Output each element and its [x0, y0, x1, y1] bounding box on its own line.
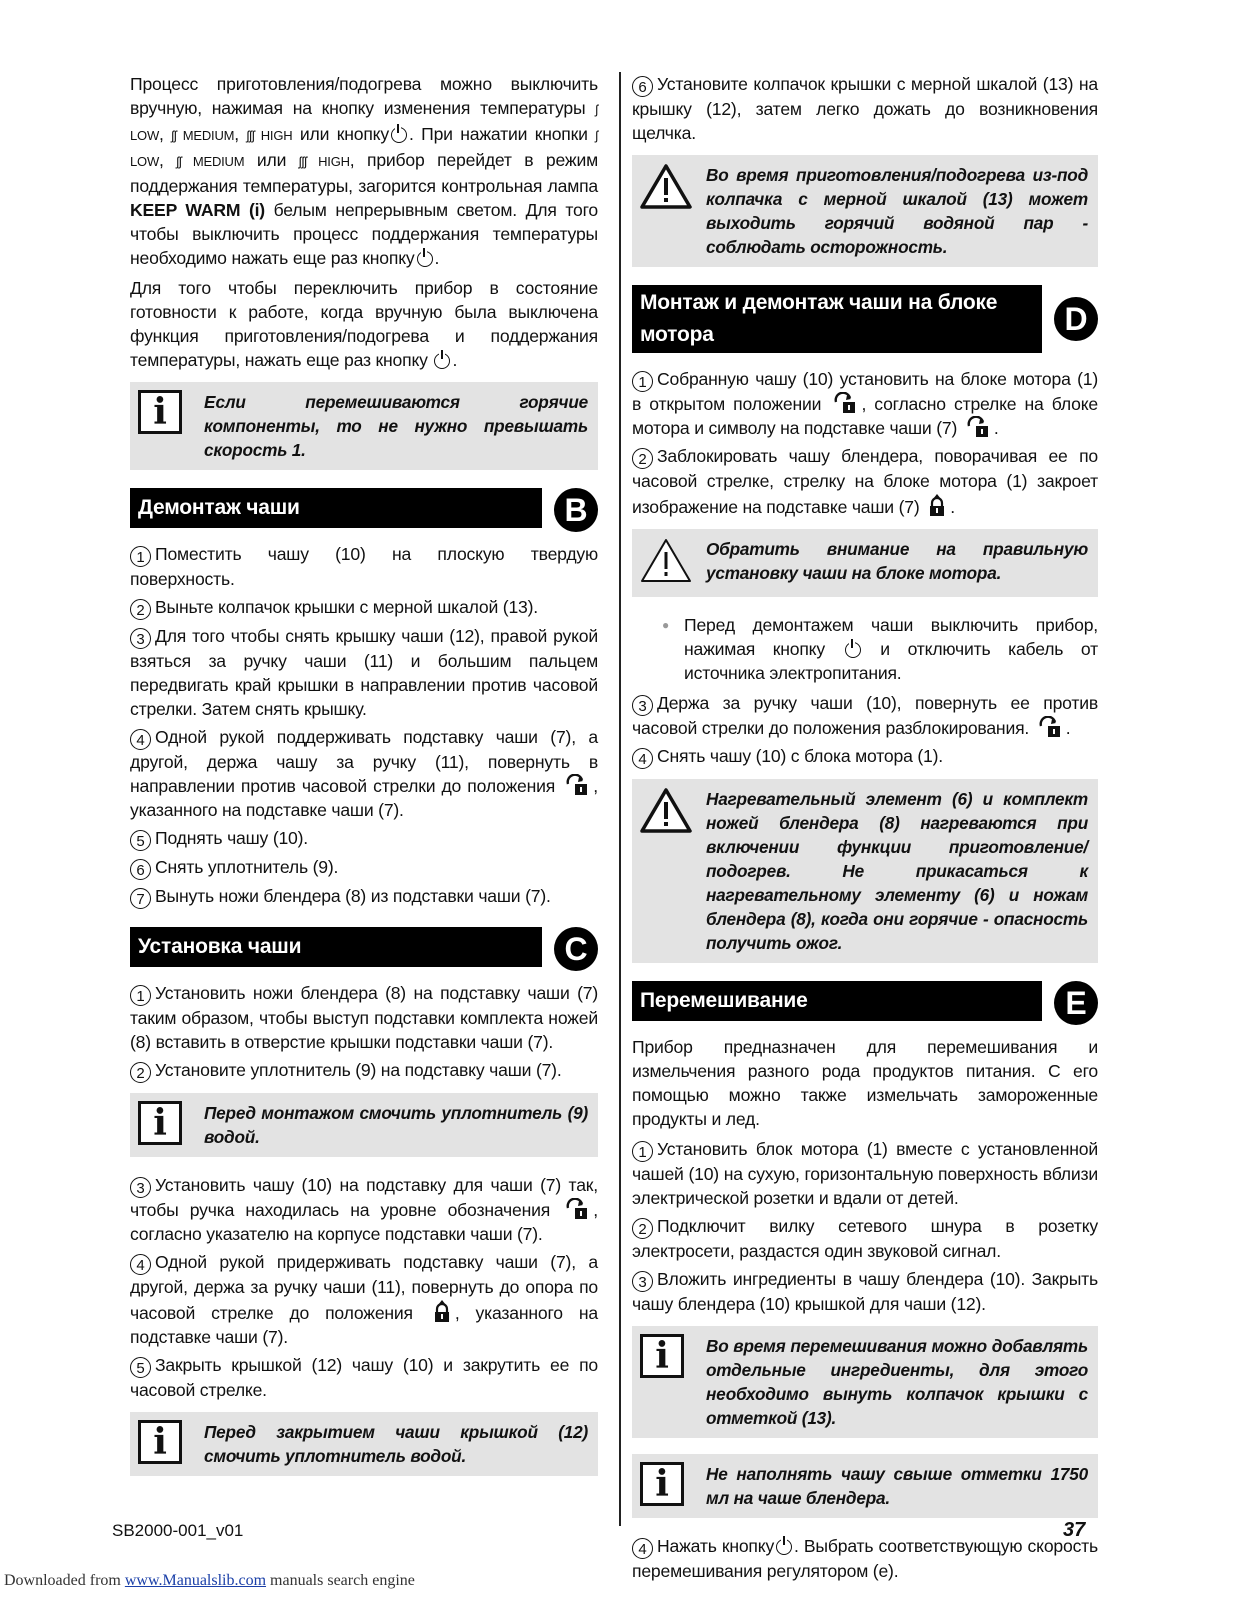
- high-symbol: ʃʃʃ HIGH: [298, 154, 350, 169]
- info-note: i Во время перемешивания можно добавлять отдельные ингредиенты, для этого необходимо вынуть колпачок крышки с отметкой (13).: [632, 1326, 1098, 1438]
- info-icon: i: [138, 1420, 182, 1464]
- step-item: 1 Установить ножи блендера (8) на подставку чаши (7) таким образом, чтобы выступ подставки комплекта ножей (8) вставить в отверстие крышки подставки чаши (7).: [130, 983, 598, 1052]
- step-item: 4 Одной рукой придерживать подставку чаши (7), а другой, держа за ручку чаши (11), повернуть до опора по часовой стрелке до положения , указанного на подставке чаши (7).: [130, 1252, 598, 1347]
- info-icon: i: [640, 1334, 684, 1378]
- step-item: 1 Поместить чашу (10) на плоскую твердую поверхность.: [130, 544, 598, 589]
- paragraph-intro: Прибор предназначен для перемешивания и измельчения разного рода продуктов питания. С его помощью можно также измельчать замороженные продукты и лед.: [632, 1037, 1098, 1129]
- section-heading-b: [130, 488, 598, 528]
- power-icon: [434, 353, 450, 369]
- step-item: 6 Снять уплотнитель (9).: [130, 855, 598, 880]
- step-item: 2 Установите уплотнитель (9) на подставку чаши (7).: [130, 1058, 598, 1083]
- warning-note: Обратить внимание на правильную установку чаши на блоке мотора.: [632, 529, 1098, 597]
- info-note: i Не наполнять чашу свыше отметки 1750 мл на чаше блендера.: [632, 1454, 1098, 1518]
- medium-symbol: ʃʃ MEDIUM: [171, 128, 235, 143]
- warning-icon: [640, 537, 692, 583]
- section-letter-badge: E: [1054, 981, 1098, 1025]
- unlock-icon: [965, 416, 991, 438]
- step-item: 3 Держа за ручку чаши (10), повернуть ее против часовой стрелки до положения разблокирования. .: [632, 693, 1098, 738]
- step-item: 3 Вложить ингредиенты в чашу блендера (10). Закрыть чашу блендера (10) крышкой для чаши (12).: [632, 1269, 1098, 1314]
- info-icon: i: [138, 390, 182, 434]
- low-symbol: ʃ LOW: [130, 128, 598, 169]
- info-icon: i: [640, 1462, 684, 1506]
- section-title: Монтаж и демонтаж чаши на блоке мотора: [632, 285, 1042, 353]
- section-title: Установка чаши: [130, 927, 542, 967]
- unlock-icon: [564, 774, 590, 796]
- step-item: 2 Подключит вилку сетевого шнура в розетку электросети, раздастся один звуковой сигнал.: [632, 1216, 1098, 1261]
- step-item: 1 Собранную чашу (10) установить на блоке мотора (1) в открытом положении , согласно стрелке на блоке мотора и символу на подставке чаши (7) .: [632, 369, 1098, 438]
- power-icon: [776, 1539, 792, 1555]
- step-item: 6 Установите колпачок крышки с мерной шкалой (13) на крышку (12), затем легко дожать до возникновения щелчка.: [632, 74, 1098, 143]
- step-item: 3 Для того чтобы снять крышку чаши (12), правой рукой взяться за ручку чаши (11) и большим пальцем передвигать край крышки в направлении против часовой стрелки. Затем снять крышку.: [130, 626, 598, 719]
- step-item: 4 Нажать кнопку . Выбрать соответствующую скорость перемешивания регулятором (e).: [632, 1536, 1098, 1581]
- column-divider: [619, 72, 621, 1526]
- step-item: 1 Установить блок мотора (1) вместе с установленной чашей (10) на сухую, горизонтальную поверхность вблизи электрической розетки и вдали от детей.: [632, 1139, 1098, 1208]
- warning-icon: [640, 787, 692, 833]
- step-item: 3 Установить чашу (10) на подставку для чаши (7) так, чтобы ручка находилась на уровне обозначения , согласно указателю на корпусе подставки чаши (7).: [130, 1175, 598, 1244]
- step-item: 4 Снять чашу (10) с блока мотора (1).: [632, 744, 1098, 769]
- lock-icon: [927, 493, 947, 517]
- unlock-icon: [832, 392, 858, 414]
- power-icon: [845, 642, 861, 658]
- info-icon: i: [138, 1101, 182, 1145]
- section-title: Демонтаж чаши: [130, 488, 542, 528]
- warning-note: Во время приготовления/подогрева из-под колпачка с мерной шкалой (13) может выходить горячий водяной пар - соблюдать осторожность.: [632, 155, 1098, 267]
- lock-icon: [432, 1299, 452, 1323]
- low-symbol: ʃ LOW: [130, 102, 598, 143]
- info-note: i Перед монтажом смочить уплотнитель (9) водой.: [130, 1093, 598, 1157]
- section-heading-e: [632, 981, 1098, 1021]
- left-column: [130, 72, 598, 1492]
- unlock-icon: [1037, 716, 1063, 738]
- section-letter-badge: D: [1054, 297, 1098, 341]
- step-item: 2 Выньте колпачок крышки с мерной шкалой (13).: [130, 595, 598, 620]
- info-note: i Перед закрытием чаши крышкой (12) смочить уплотнитель водой.: [130, 1412, 598, 1476]
- step-item: 2 Заблокировать чашу блендера, поворачивая ее по часовой стрелке, стрелку на блоке мотора (1) закроет изображение на подставке чаши (7) .: [632, 446, 1098, 517]
- medium-symbol: ʃʃ MEDIUM: [176, 154, 245, 169]
- manualslib-link[interactable]: www.Manualslib.com: [124, 1572, 267, 1589]
- section-title: Перемешивание: [632, 981, 1042, 1021]
- section-letter-badge: B: [554, 488, 598, 532]
- paragraph-manual-off: Процесс приготовления/подогрева можно выключить вручную, нажимая на кнопку изменения температуры ʃ LOW, ʃʃ MEDIUM, ʃʃʃ HIGH или кнопку . При нажатии кнопки ʃ LOW, ʃʃ MEDIUM или ʃʃʃ HIGH, прибор перейдет в режим поддержания температуры, загорится контрольная лампа KEEP WARM (i) белым непрерывным светом. Для того чтобы выключить процесс поддержания температуры необходимо нажать еще раз кнопку .: [130, 74, 598, 268]
- high-symbol: ʃʃʃ HIGH: [246, 128, 293, 143]
- step-item: 4 Одной рукой поддерживать подставку чаши (7), а другой, держа чашу за ручку (11), повернуть в направлении против часовой стрелки до положения , указанного на подставке чаши (7).: [130, 727, 598, 820]
- download-notice: Downloaded from www.Manualslib.com manuals search engine: [4, 1572, 415, 1589]
- warning-icon: [640, 163, 692, 209]
- bullet-item: ● Перед демонтажем чаши выключить прибор, нажимая кнопку и отключить кабель от источника электропитания.: [632, 613, 1098, 685]
- section-heading-d: [632, 285, 1098, 353]
- power-icon: [417, 251, 433, 267]
- paragraph-ready-state: Для того чтобы переключить прибор в состояние готовности к работе, когда вручную была выключена функция приготовления/подогрева и поддержания температуры, нажать еще раз кнопку .: [130, 278, 598, 370]
- info-note: i Если перемешиваются горячие компоненты, то не нужно превышать скорость 1.: [130, 382, 598, 470]
- section-letter-badge: C: [554, 927, 598, 971]
- page-number: 37: [1063, 1519, 1086, 1541]
- warning-note: Нагревательный элемент (6) и комплект ножей блендера (8) нагреваются при включении функции приготовление/подогрев. Не прикасаться к нагревательному элементу (6) и ножам блендера (8), когда они горячие - опасность получить ожог.: [632, 779, 1098, 963]
- section-heading-c: [130, 927, 598, 967]
- step-item: 5 Поднять чашу (10).: [130, 826, 598, 851]
- footer-model: SB2000-001_v01: [112, 1521, 244, 1540]
- step-item: 5 Закрыть крышкой (12) чашу (10) и закрутить ее по часовой стрелке.: [130, 1355, 598, 1400]
- keep-warm-label: KEEP WARM (i): [130, 200, 265, 220]
- power-icon: [391, 127, 407, 143]
- right-column: [632, 72, 1098, 1587]
- unlock-icon: [564, 1198, 590, 1220]
- step-item: 7 Вынуть ножи блендера (8) из подставки чаши (7).: [130, 884, 598, 909]
